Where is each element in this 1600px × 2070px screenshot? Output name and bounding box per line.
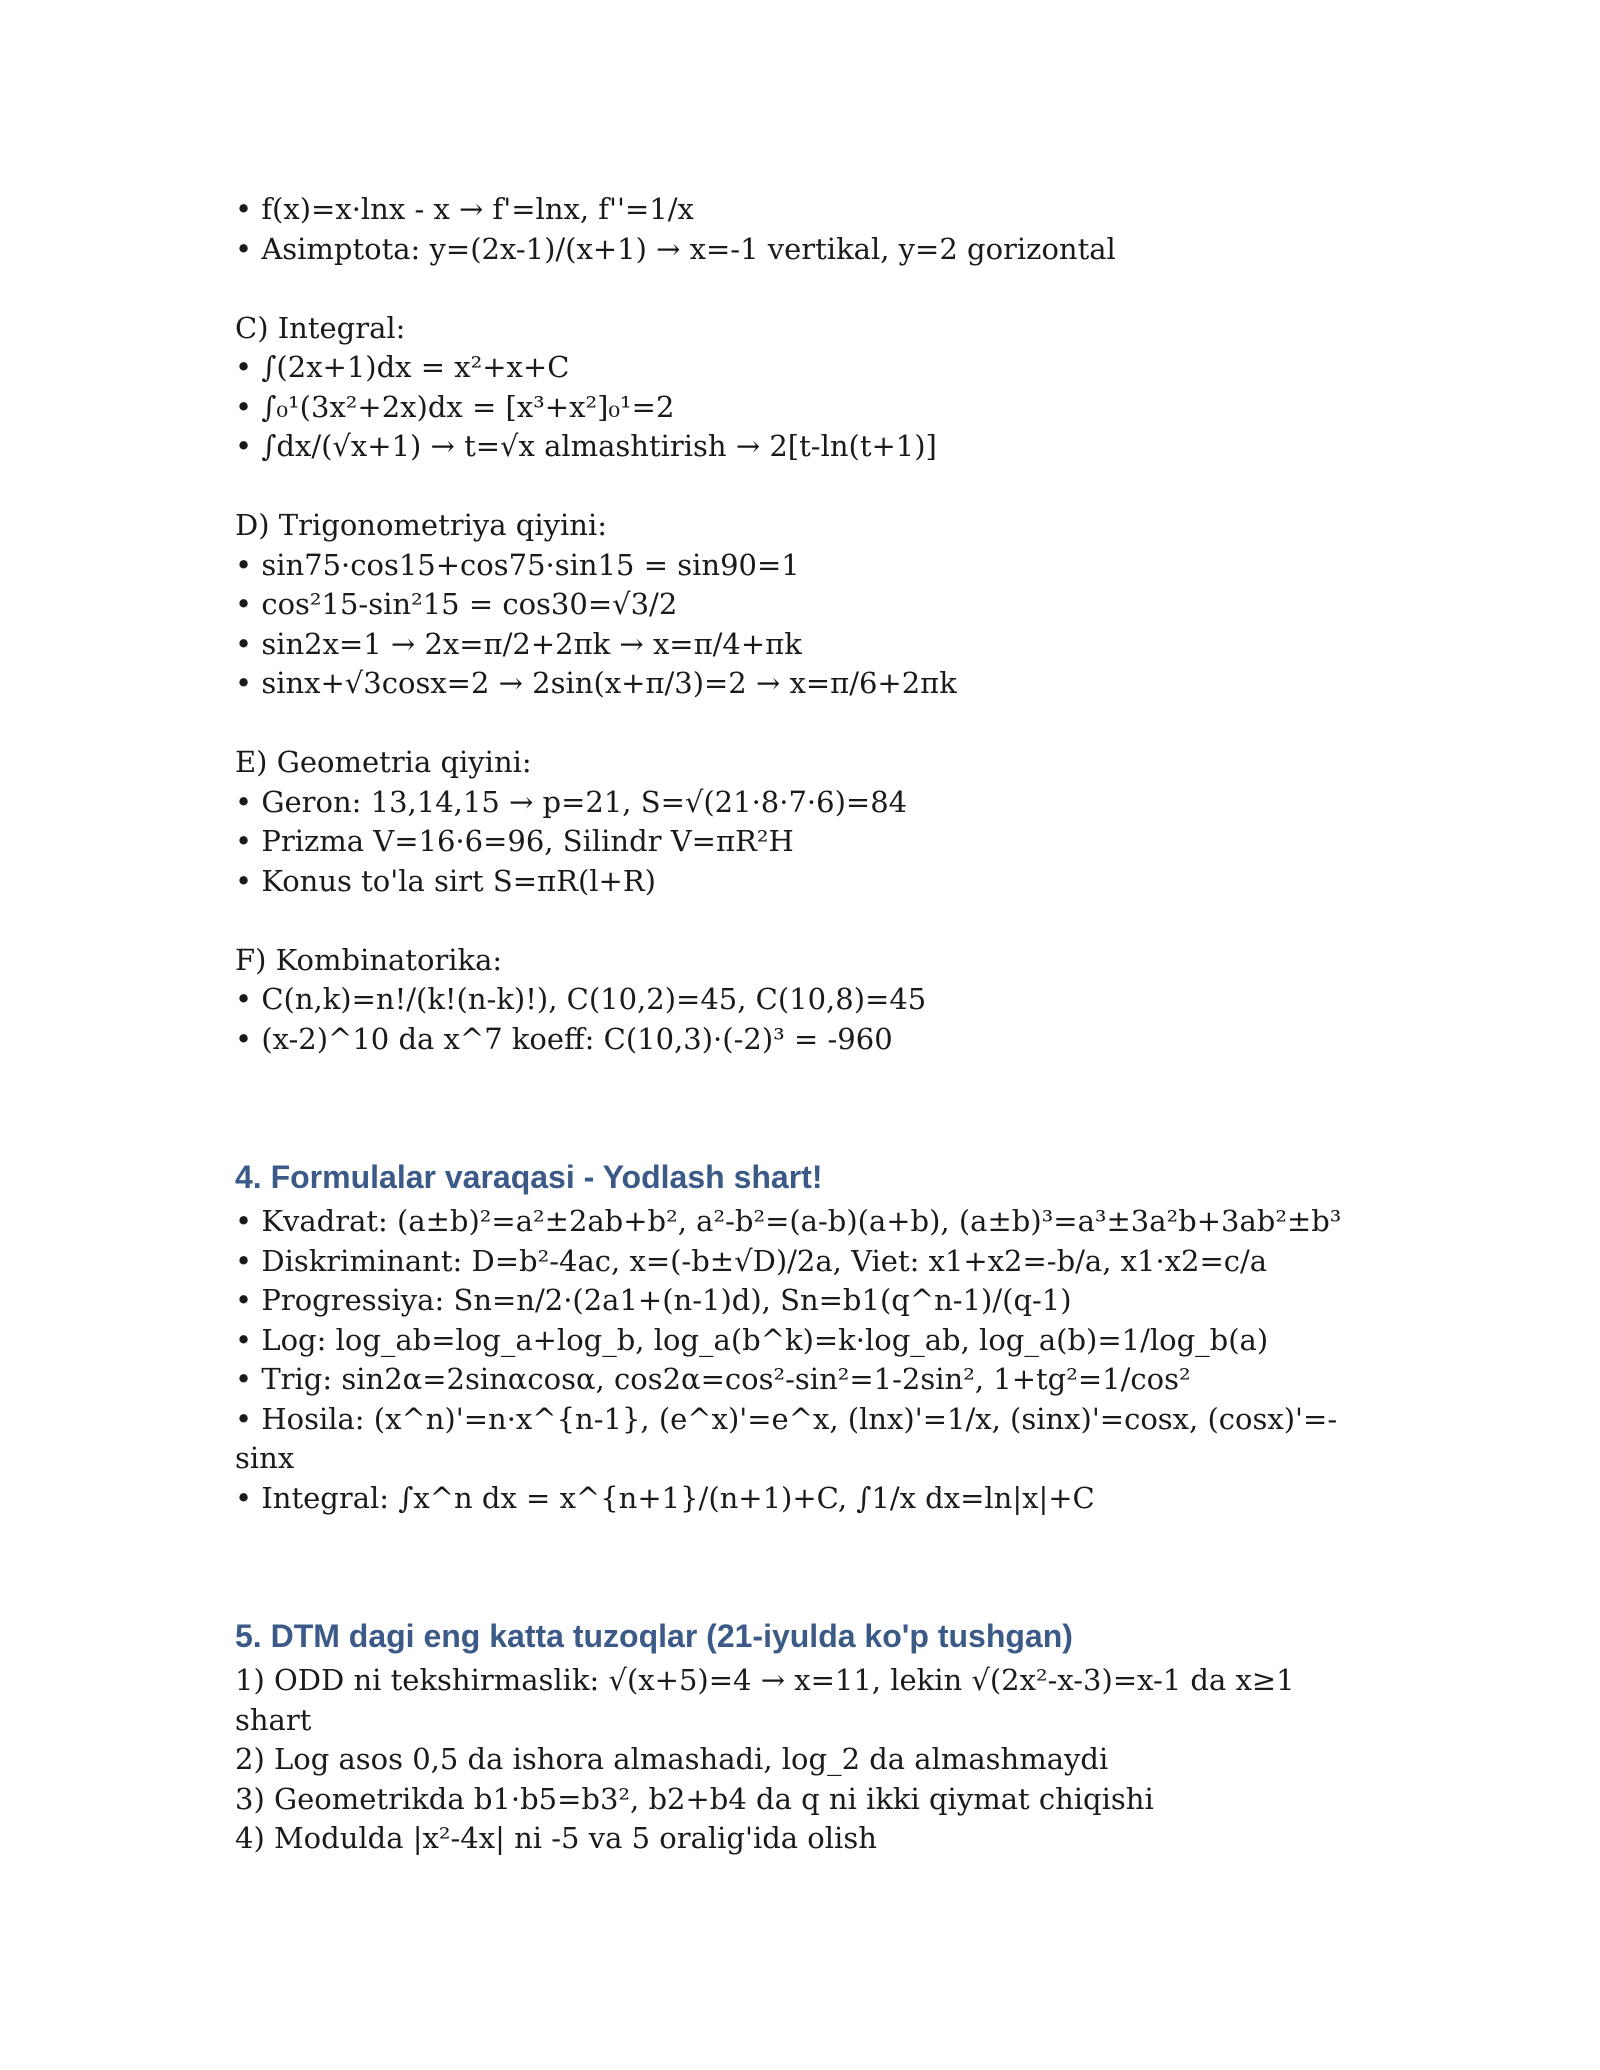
spacer: [235, 901, 1355, 941]
section-title: D) Trigonometriya qiyini:: [235, 508, 607, 542]
list-item: • sin75·cos15+cos75·sin15 = sin90=1: [235, 547, 800, 582]
section-d: [235, 506, 1355, 704]
list-item: • (x-2)^10 da x^7 koeff: C(10,3)·(-2)³ = -960: [235, 1021, 893, 1056]
section-heading: 5. DTM dagi eng katta tuzoqlar (21-iyulda ko'p tushgan): [235, 1618, 1073, 1654]
list-item: • Asimptota: y=(2x-1)/(x+1) → x=-1 vertikal, y=2 gorizontal: [235, 231, 1116, 266]
section-f: [235, 941, 1355, 1060]
section-c: [235, 309, 1355, 467]
section-5: [235, 1613, 1355, 1859]
list-item: • Geron: 13,14,15 → p=21, S=√(21·8·7·6)=84: [235, 784, 908, 819]
list-item: • sinx+√3cosx=2 → 2sin(x+π/3)=2 → x=π/6+2πk: [235, 666, 957, 700]
section-title: F) Kombinatorika:: [235, 942, 503, 977]
list-item: • Integral: ∫x^n dx = x^{n+1}/(n+1)+C, ∫1/x dx=ln|x|+C: [235, 1480, 1095, 1515]
list-item: • Hosila: (x^n)'=n·x^{n-1}, (e^x)'=e^x, (lnx)'=1/x, (sinx)'=cosx, (cosx)'=-sinx: [235, 1401, 1338, 1475]
list-item: • Log: log_ab=log_a+log_b, log_a(b^k)=k·log_ab, log_a(b)=1/log_b(a): [235, 1322, 1269, 1357]
list-item: • f(x)=x·lnx - x → f'=lnx, f''=1/x: [235, 192, 694, 226]
list-item: • Prizma V=16·6=96, Silindr V=πR²H: [235, 824, 794, 858]
list-item: • sin2x=1 → 2x=π/2+2πk → x=π/4+πk: [235, 626, 802, 661]
section-heading: 4. Formulalar varaqasi - Yodlash shart!: [235, 1159, 823, 1195]
section-4: [235, 1154, 1355, 1518]
document-page: [235, 190, 1355, 1859]
list-item: • Kvadrat: (a±b)²=a²±2ab+b², a²-b²=(a-b)(a+b), (a±b)³=a³±3a²b+3ab²±b³: [235, 1204, 1342, 1238]
list-item: • cos²15-sin²15 = cos30=√3/2: [235, 587, 678, 621]
list-item: 4) Modulda |x²-4x| ni -5 va 5 oralig'ida olish: [235, 1821, 877, 1855]
list-item: 3) Geometrikda b1·b5=b3², b2+b4 da q ni ikki qiymat chiqishi: [235, 1781, 1154, 1816]
section-b-continued: [235, 190, 1355, 269]
section-title: E) Geometria qiyini:: [235, 745, 532, 779]
list-item: • C(n,k)=n!/(k!(n-k)!), C(10,2)=45, C(10,8)=45: [235, 982, 927, 1016]
spacer: [235, 467, 1355, 507]
list-item: • Konus to'la sirt S=πR(l+R): [235, 863, 656, 898]
list-item: • Diskriminant: D=b²-4ac, x=(-b±√D)/2a, Viet: x1+x2=-b/a, x1·x2=c/a: [235, 1243, 1268, 1278]
list-item: • ∫₀¹(3x²+2x)dx = [x³+x²]₀¹=2: [235, 389, 675, 424]
list-item: • ∫(2x+1)dx = x²+x+C: [235, 350, 570, 384]
list-item: • Progressiya: Sn=n/2·(2a1+(n-1)d), Sn=b1(q^n-1)/(q-1): [235, 1283, 1072, 1317]
list-item: • ∫dx/(√x+1) → t=√x almashtirish → 2[t-ln(t+1)]: [235, 429, 937, 463]
list-item: 1) ODD ni tekshirmaslik: √(x+5)=4 → x=11, lekin √(2x²-x-3)=x-1 da x≥1 shart: [235, 1663, 1295, 1737]
list-item: 2) Log asos 0,5 da ishora almashadi, log_2 da almashmaydi: [235, 1742, 1109, 1776]
section-e: [235, 743, 1355, 901]
spacer: [235, 269, 1355, 309]
section-title: C) Integral:: [235, 310, 406, 345]
spacer: [235, 704, 1355, 744]
list-item: • Trig: sin2α=2sinαcosα, cos2α=cos²-sin²=1-2sin², 1+tg²=1/cos²: [235, 1362, 1191, 1396]
